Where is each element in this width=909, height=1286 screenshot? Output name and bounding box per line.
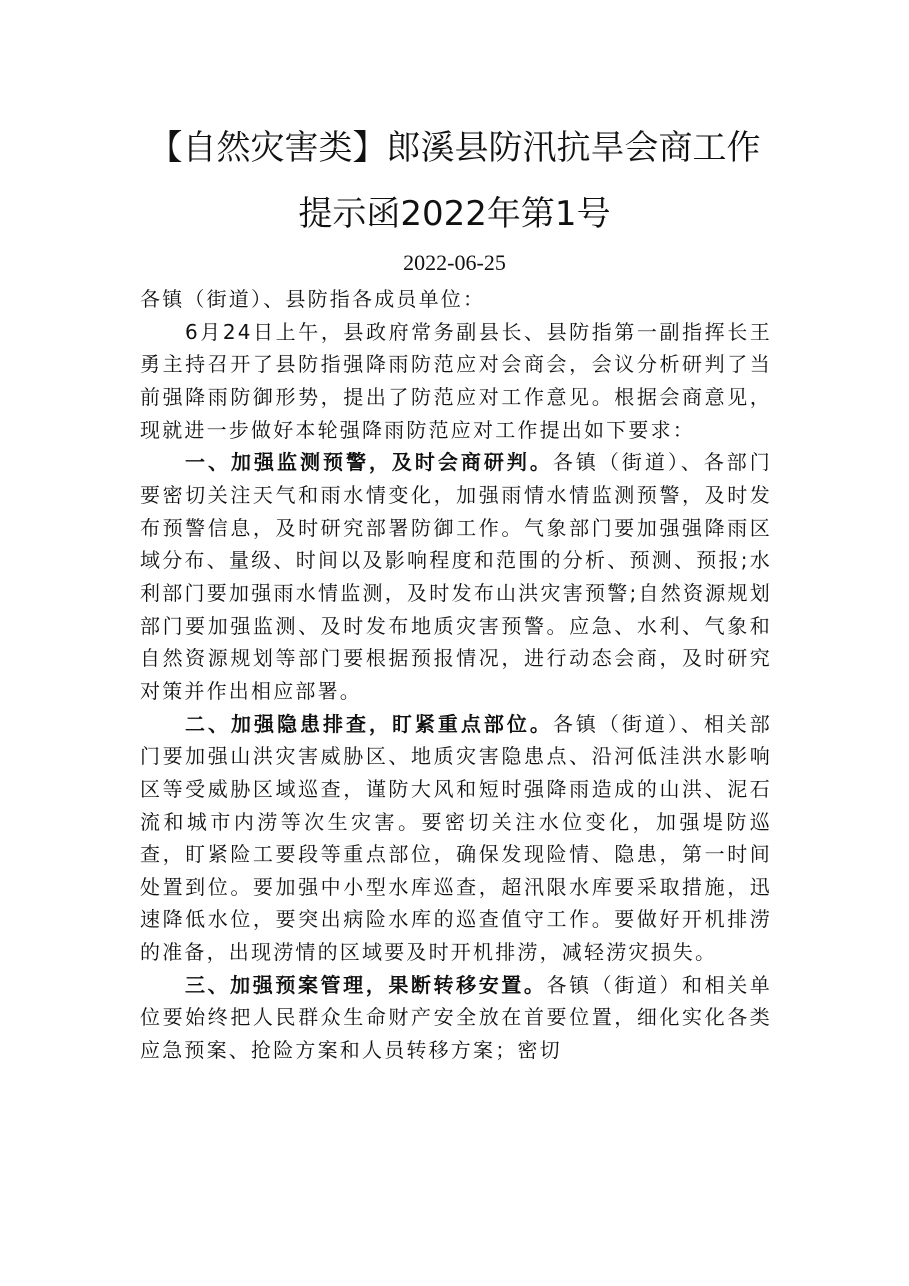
section-3-text: 各镇（街道）和相关单位要始终把人民群众生命财产安全放在首要位置，细化实化各类应急预案、抢险方案和人员转移方案；密切 [140,972,773,1063]
document-title-line-2: 提示函2022年第1号 [298,194,611,234]
section-2-paragraph [140,708,772,969]
section-2-heading: 二、加强隐患排查，盯紧重点部位。 [185,711,553,736]
document-body [140,283,772,1067]
section-2-text: 各镇（街道）、相关部门要加强山洪灾害威胁区、地质灾害隐患点、沿河低洼洪水影响区等受威胁区域巡查，谨防大风和短时强降雨造成的山洪、泥石流和城市内涝等次生灾害。要密切关注水位变化，加强堤防巡查，盯紧险工要段等重点部位，确保发现险情、隐患，第一时间处置到位。要加强中小型水库巡查，超汛限水库要采取措施，迅速降低水位，要突出病险水库的巡查值守工作。要做好开机排涝的准备，出现涝情的区域要及时开机排涝，减轻涝灾损失。 [140,711,773,965]
section-1-text: 各镇（街道）、各部门要密切关注天气和雨水情变化，加强雨情水情监测预警，及时发布预警信息，及时研究部署防御工作。气象部门要加强强降雨区域分布、量级、时间以及影响程度和范围的分析、预测、预报;水利部门要加强雨水情监测，及时发布山洪灾害预警;自然资源规划部门要加强监测、及时发布地质灾害预警。应急、水利、气象和自然资源规划等部门要根据预报情况，进行动态会商，及时研究对策并作出相应部署。 [140,450,773,703]
section-3-heading: 三、加强预案管理，果断转移安置。 [185,972,547,997]
intro-paragraph: 6月24日上午，县政府常务副县长、县防指第一副指挥长王勇主持召开了县防指强降雨防范应对会商会，会议分析研判了当前强降雨防御形势，提出了防范应对工作意见。根据会商意见，现就进一步做好本轮强降雨防范应对工作提出如下要求： [140,319,772,442]
section-1-paragraph [140,446,772,707]
section-3-paragraph [140,969,772,1067]
document-title-line-1: 【自然灾害类】郎溪县防汛抗旱会商工作 [148,128,761,168]
document-date: 2022-06-25 [403,250,506,275]
section-1-heading: 一、加强监测预警，及时会商研判。 [185,450,553,475]
salutation: 各镇（街道）、县防指各成员单位： [140,287,486,311]
